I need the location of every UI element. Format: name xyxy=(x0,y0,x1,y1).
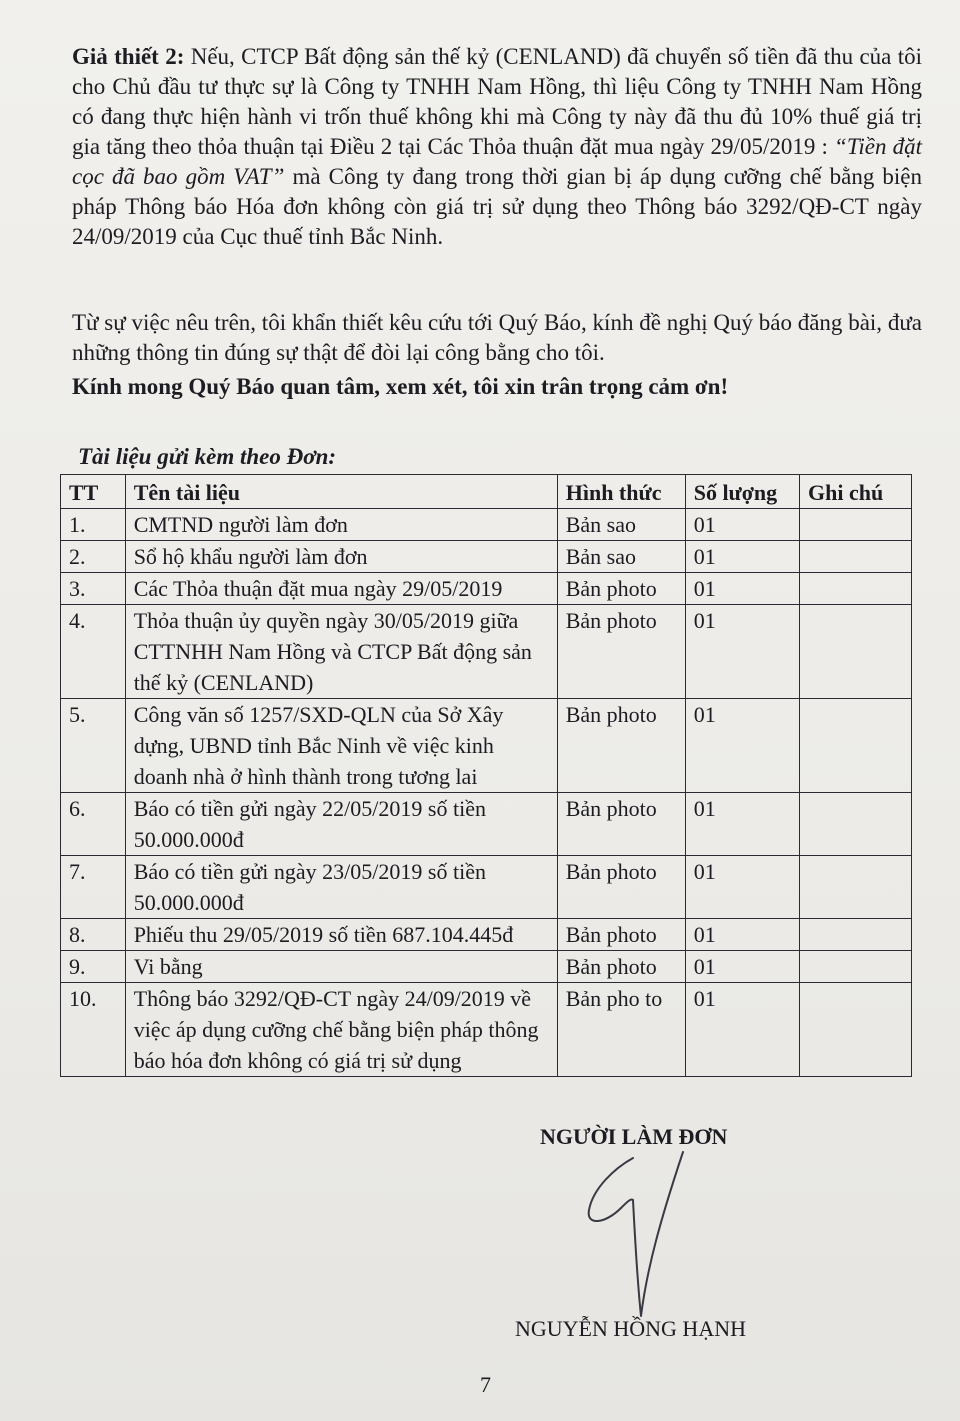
document-form: Bản photo xyxy=(557,856,685,919)
table-row xyxy=(61,951,912,983)
header-tt: TT xyxy=(61,475,126,509)
document-note xyxy=(799,951,911,983)
table-row xyxy=(61,793,912,856)
document-quantity: 01 xyxy=(685,919,799,951)
row-number: 5. xyxy=(61,699,126,793)
row-number: 7. xyxy=(61,856,126,919)
document-quantity: 01 xyxy=(685,856,799,919)
document-name: Vi bằng xyxy=(125,951,557,983)
document-quantity: 01 xyxy=(685,699,799,793)
row-number: 2. xyxy=(61,541,126,573)
document-quantity: 01 xyxy=(685,541,799,573)
row-number: 1. xyxy=(61,509,126,541)
document-quantity: 01 xyxy=(685,573,799,605)
document-name: Báo có tiền gửi ngày 22/05/2019 số tiền 50.000.000đ xyxy=(125,793,557,856)
document-note xyxy=(799,919,911,951)
document-form: Bản photo xyxy=(557,793,685,856)
document-note xyxy=(799,983,911,1077)
document-name: Công văn số 1257/SXD-QLN của Sở Xây dựng, UBND tỉnh Bắc Ninh về việc kinh doanh nhà ở hình thành trong tương lai xyxy=(125,699,557,793)
table-row xyxy=(61,605,912,699)
table-row xyxy=(61,573,912,605)
document-name: Các Thỏa thuận đặt mua ngày 29/05/2019 xyxy=(125,573,557,605)
table-row xyxy=(61,699,912,793)
document-name: Báo có tiền gửi ngày 23/05/2019 số tiền 50.000.000đ xyxy=(125,856,557,919)
document-form: Bản photo xyxy=(557,573,685,605)
header-qty: Số lượng xyxy=(685,475,799,509)
document-note xyxy=(799,856,911,919)
document-form: Bản sao xyxy=(557,541,685,573)
table-header-row xyxy=(61,475,912,509)
document-name: CMTND người làm đơn xyxy=(125,509,557,541)
hypothesis-text-end: mà Công ty đang trong thời gian bị áp dụng cưỡng chế bằng biện pháp Thông báo Hóa đơn không còn giá trị sử dụng theo Thông báo 3292/QĐ-CT ngày 24/09/2019 của Cục thuế tỉnh Bắc Ninh. xyxy=(72,164,922,249)
appeal-paragraph: Từ sự việc nêu trên, tôi khẩn thiết kêu cứu tới Quý Báo, kính đề nghị Quý báo đăng bài, đưa những thông tin đúng sự thật để đòi lại công bằng cho tôi. xyxy=(72,310,922,365)
header-name: Tên tài liệu xyxy=(125,475,557,509)
row-number: 4. xyxy=(61,605,126,699)
attachments-title: Tài liệu gửi kèm theo Đơn: xyxy=(78,444,337,469)
row-number: 6. xyxy=(61,793,126,856)
hypothesis-quote: “Tiền đặt cọc đã bao gồm VAT” xyxy=(72,134,922,189)
row-number: 10. xyxy=(61,983,126,1077)
row-number: 3. xyxy=(61,573,126,605)
document-note xyxy=(799,573,911,605)
document-note xyxy=(799,541,911,573)
row-number: 8. xyxy=(61,919,126,951)
document-note xyxy=(799,605,911,699)
table-row xyxy=(61,983,912,1077)
document-form: Bản photo xyxy=(557,605,685,699)
hypothesis-paragraph xyxy=(72,42,922,252)
document-form: Bản pho to xyxy=(557,983,685,1077)
signer-name: NGUYỄN HỒNG HẠNH xyxy=(515,1316,746,1341)
table-row xyxy=(61,509,912,541)
hypothesis-text: Nếu, CTCP Bất động sản thế kỷ (CENLAND) đã chuyển số tiền đã thu của tôi cho Chủ đầu tư thực sự là Công ty TNHH Nam Hồng, thì liệu Công ty TNHH Nam Hồng có đang thực hiện hành vi trốn thuế không khi mà Công ty này đã thu đủ 10% thuế giá trị gia tăng theo thỏa thuận tại Điều 2 tại Các Thỏa thuận đặt mua ngày 29/05/2019 : xyxy=(72,44,922,159)
document-note xyxy=(799,699,911,793)
document-form: Bản photo xyxy=(557,919,685,951)
document-quantity: 01 xyxy=(685,983,799,1077)
thanks-paragraph: Kính mong Quý Báo quan tâm, xem xét, tôi xin trân trọng cảm ơn! xyxy=(72,374,729,399)
document-form: Bản sao xyxy=(557,509,685,541)
document-name: Thông báo 3292/QĐ-CT ngày 24/09/2019 về việc áp dụng cưỡng chế bằng biện pháp thông báo hóa đơn không có giá trị sử dụng xyxy=(125,983,557,1077)
attachments-table xyxy=(60,474,912,1077)
table-row xyxy=(61,856,912,919)
document-form: Bản photo xyxy=(557,951,685,983)
handwritten-signature xyxy=(575,1148,705,1328)
document-quantity: 01 xyxy=(685,951,799,983)
document-note xyxy=(799,793,911,856)
header-form: Hình thức xyxy=(557,475,685,509)
page-number: 7 xyxy=(480,1372,491,1397)
hypothesis-label: Giả thiết 2: xyxy=(72,44,185,69)
signer-title: NGƯỜI LÀM ĐƠN xyxy=(540,1124,728,1149)
document-quantity: 01 xyxy=(685,509,799,541)
table-row xyxy=(61,919,912,951)
row-number: 9. xyxy=(61,951,126,983)
table-row xyxy=(61,541,912,573)
document-quantity: 01 xyxy=(685,605,799,699)
header-note: Ghi chú xyxy=(799,475,911,509)
document-name: Phiếu thu 29/05/2019 số tiền 687.104.445đ xyxy=(125,919,557,951)
document-name: Sổ hộ khẩu người làm đơn xyxy=(125,541,557,573)
document-note xyxy=(799,509,911,541)
document-name: Thỏa thuận ủy quyền ngày 30/05/2019 giữa CTTNHH Nam Hồng và CTCP Bất động sản thế kỷ (CENLAND) xyxy=(125,605,557,699)
document-form: Bản photo xyxy=(557,699,685,793)
document-quantity: 01 xyxy=(685,793,799,856)
